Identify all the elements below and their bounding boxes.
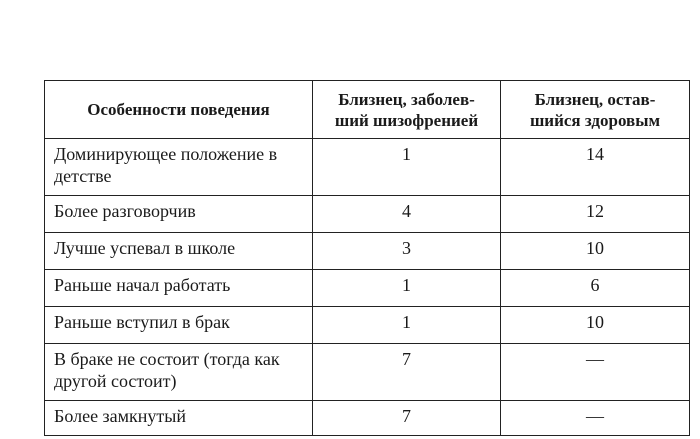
cell-ill: 7 — [313, 344, 501, 401]
table-row — [45, 233, 690, 270]
cell-ill: 7 — [313, 401, 501, 436]
cell-healthy: — — [501, 401, 690, 436]
header-twin-healthy-text: Близнец, остав- шийся здоровым — [529, 89, 661, 130]
cell-ill: 3 — [313, 233, 501, 270]
table-row — [45, 307, 690, 344]
cell-behavior: Более замкнутый — [45, 401, 313, 436]
table-row — [45, 139, 690, 196]
cell-healthy: 14 — [501, 139, 690, 196]
cell-ill: 1 — [313, 270, 501, 307]
cell-healthy: 6 — [501, 270, 690, 307]
header-twin-ill — [313, 81, 501, 139]
behavior-comparison-table — [44, 80, 690, 436]
cell-behavior: Более разговорчив — [45, 196, 313, 233]
cell-ill: 4 — [313, 196, 501, 233]
cell-behavior: Доминирующее положение в детстве — [45, 139, 313, 196]
header-behavior: Особенности поведения — [45, 81, 313, 139]
cell-behavior: В браке не состоит (тогда как другой состоит) — [45, 344, 313, 401]
behavior-comparison-table-container — [44, 80, 689, 436]
header-twin-ill-text: Близнец, заболев- ший шизофренией — [334, 89, 479, 130]
table-row — [45, 401, 690, 436]
cell-healthy: 12 — [501, 196, 690, 233]
table-header-row — [45, 81, 690, 139]
cell-behavior: Лучше успевал в школе — [45, 233, 313, 270]
cell-behavior: Раньше начал работать — [45, 270, 313, 307]
cell-ill: 1 — [313, 139, 501, 196]
cell-ill: 1 — [313, 307, 501, 344]
header-twin-healthy — [501, 81, 690, 139]
cell-healthy: — — [501, 344, 690, 401]
table-row — [45, 196, 690, 233]
cell-healthy: 10 — [501, 233, 690, 270]
cell-behavior: Раньше вступил в брак — [45, 307, 313, 344]
table-row — [45, 270, 690, 307]
table-row — [45, 344, 690, 401]
cell-healthy: 10 — [501, 307, 690, 344]
